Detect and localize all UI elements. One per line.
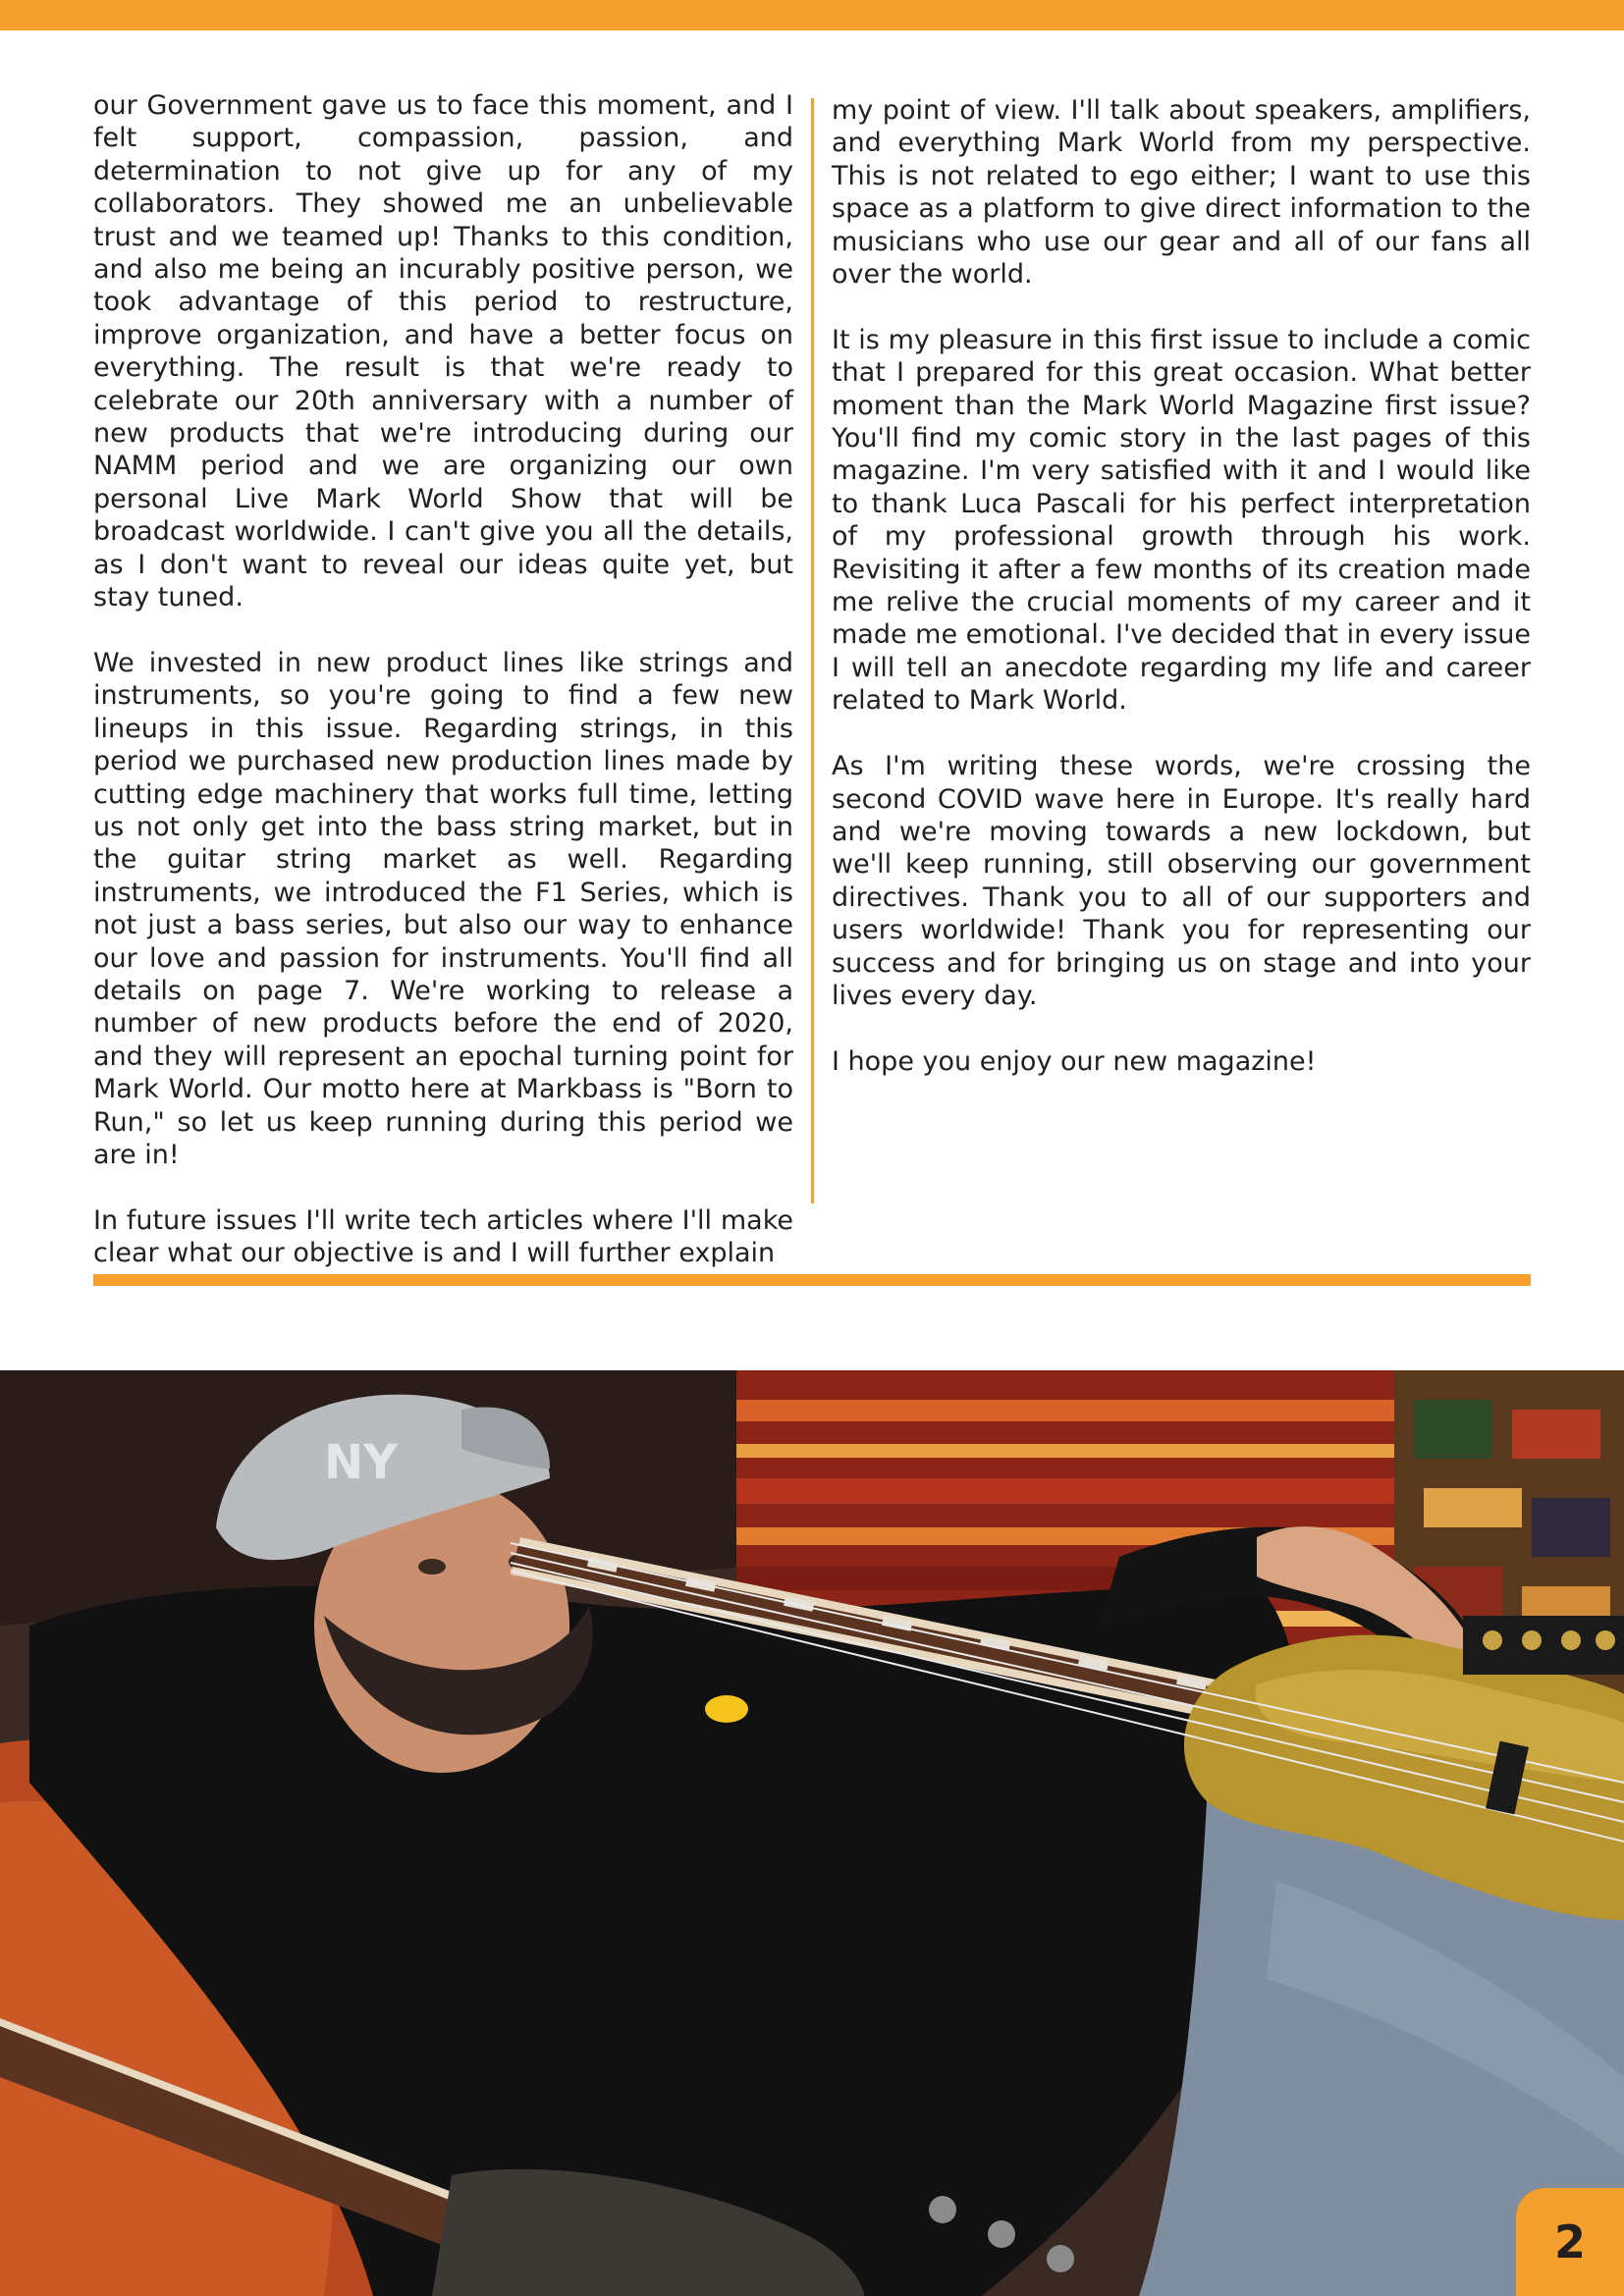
right-paragraph-3: As I'm writing these words, we're crossing the second COVID wave here in Europe. It's really hard and we're moving towards a new lockdown, but we'll keep running, still observing our government directives. Thank you to all of our supporters and users worldwide! Thank you for representing our success and for bringing us on stage and into your lives every day. <box>832 751 1531 1011</box>
right-paragraph-2: It is my pleasure in this first issue to include a comic that I prepared for this great occasion. What better moment than the Mark World Magazine first issue? You'll find my comic story in the last pages of this magazine. I'm very satisfied with it and I would like to thank Luca Pascali for his perfect interpretation of my professional growth through his work. Revisiting it after a few months of its creation made me relive the crucial moments of my career and it made me emotional. I've decided that in every issue I will tell an anecdote regarding my life and career related to Mark World. <box>832 324 1531 717</box>
left-text-column <box>93 89 793 1270</box>
page-number-tab <box>1516 2188 1624 2296</box>
left-paragraph-2: We invested in new product lines like strings and instruments, so you're going to find a few new lineups in this issue. Regarding strings, in this period we purchased new production lines made by cutting edge machinery that works full time, letting us not only get into the bass string market, but in the guitar string market as well. Regarding instruments, we introduced the F1 Series, which is not just a bass series, but also our way to enhance our love and passion for instruments. You'll find all details on page 7. We're working to release a number of new products before the end of 2020, and they will represent an epochal turning point for Mark World. Our motto here at Markbass is "Born to Run," so let us keep running during this period we are in! <box>93 647 793 1170</box>
amplifier <box>1463 1616 1624 1675</box>
right-paragraph-1: my point of view. I'll talk about speakers, amplifiers, and everything Mark World from my perspective. This is not related to ego either; I want to use this space as a platform to give direct information to the musicians who use our gear and all of our fans all over the world. <box>832 95 1531 291</box>
left-paragraph-1: our Government gave us to face this moment, and I felt support, compassion, passion, and determination to not give up for any of my collaborators. They showed me an unbelievable trust and we teamed up! Thanks to this condition, and also me being an incurably positive person, we took advantage of this period to restructure, improve organization, and have a better focus on everything. The result is that we're ready to celebrate our 20th anniversary with a number of new products that we're introducing during our NAMM period and we are organizing our own personal Live Mark World Show that will be broadcast worldwide. I can't give you all the details, as I don't want to reveal our ideas quite yet, but stay tuned. <box>93 90 793 614</box>
section-divider-rule <box>93 1274 1531 1286</box>
svg-text:NY: NY <box>324 1435 398 1490</box>
right-paragraph-4: I hope you enjoy our new magazine! <box>832 1045 1317 1077</box>
top-accent-bar <box>0 0 1624 30</box>
page-number: 2 <box>1553 2216 1586 2269</box>
right-text-column <box>832 94 1531 1078</box>
column-divider <box>811 98 814 1203</box>
left-paragraph-3: In future issues I'll write tech articles where I'll make clear what our objective is and I will further explain <box>93 1204 793 1269</box>
portrait-photo <box>0 1370 1624 2296</box>
